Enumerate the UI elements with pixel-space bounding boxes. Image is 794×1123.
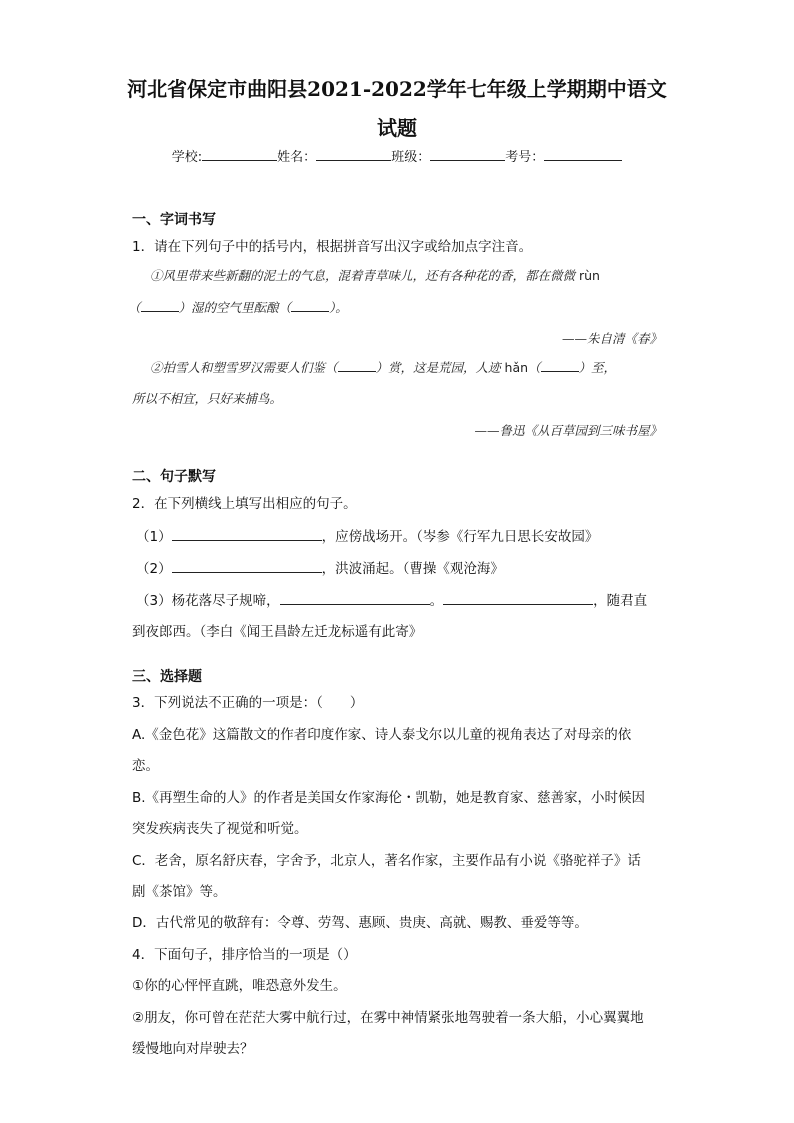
section-title-2: 二、句子默写	[132, 469, 216, 485]
question-3-stem: 3．下列说法不正确的一项是：（ ）	[132, 695, 364, 711]
student-info-line	[0, 146, 794, 165]
q2-blank-3[interactable]	[280, 590, 430, 605]
section-title-3: 三、选择题	[132, 669, 202, 685]
q1-passage-1-text-2: ）湿的空气里酝酿（	[178, 300, 292, 315]
q2-blank-2[interactable]	[172, 558, 322, 573]
q1-passage-2-text-2: ）赏，这是荒园，人迹	[375, 360, 501, 375]
q2-item-3-period: 。	[429, 593, 444, 609]
q1-paren-open: （	[128, 300, 141, 315]
q3-option-c-line2: 剧《茶馆》等。	[132, 884, 227, 900]
q3-option-c-line1: C．老舍，原名舒庆春，字舍予，北京人，著名作家，主要作品有小说《骆驼祥子》话	[132, 853, 641, 869]
q2-item-1-text: ，应傍战场开。（岑参《行军九日思长安故园》	[321, 529, 599, 545]
q1-source-1: ——朱自清《春》	[561, 331, 662, 346]
q2-line-2	[136, 557, 504, 577]
q1-blank-4[interactable]	[541, 359, 579, 372]
name-label: 姓名：	[277, 150, 317, 165]
q3-option-a-line1: A.《金色花》这篇散文的作者印度作家、诗人泰戈尔以儿童的视角表达了对母亲的依	[132, 727, 632, 743]
question-4-stem: 4．下面句子，排序恰当的一项是（）	[132, 947, 357, 963]
q1-passage-2-text: ②拍雪人和塑雪罗汉需要人们鉴（	[150, 360, 338, 375]
school-label: 学校:	[171, 150, 203, 165]
q1-blank-1[interactable]	[141, 299, 179, 312]
doc-title-line1: 河北省保定市曲阳县2021-2022学年七年级上学期期中语文	[127, 77, 667, 101]
class-label: 班级：	[391, 150, 431, 165]
doc-title-line2: 试题	[377, 116, 417, 140]
section-title-1: 一、字词书写	[132, 212, 216, 228]
q4-sentence-2-line2: 缓慢地向对岸驶去？	[132, 1041, 254, 1057]
name-blank[interactable]	[316, 159, 391, 161]
q2-line-3-continued: 到夜郎西。（李白《闻王昌龄左迁龙标遥有此寄》	[132, 624, 423, 640]
q1-pinyin-run: rùn	[579, 268, 600, 283]
class-blank[interactable]	[430, 159, 505, 161]
exam-no-blank[interactable]	[544, 159, 622, 161]
q1-paren-open-2: （	[528, 360, 541, 375]
q3-option-d: D．古代常见的敬辞有：令尊、劳驾、惠顾、贵庚、高就、赐教、垂爱等等。	[132, 915, 588, 931]
q2-blank-1[interactable]	[172, 526, 322, 541]
q3-option-a-line2: 恋。	[132, 758, 159, 774]
exam-no-label: 考号：	[505, 150, 545, 165]
q2-line-1	[136, 525, 598, 545]
q2-item-2-text: ，洪波涌起。（曹操《观沧海》	[321, 561, 504, 577]
q3-option-b-line1: B.《再塑生命的人》的作者是美国女作家海伦・凯勒，她是教育家、慈善家，小时候因	[132, 790, 646, 806]
q1-passage-2-line2: 所以不相宜，只好来捕鸟。	[132, 391, 283, 406]
q1-blank-3[interactable]	[338, 359, 376, 372]
q1-passage-1-line2	[128, 298, 348, 316]
q2-item-3-text: （3）杨花落尽子规啼，	[136, 593, 280, 609]
q1-passage-1-end: ）。	[329, 300, 348, 315]
q1-blank-2[interactable]	[291, 299, 329, 312]
q4-sentence-1: ①你的心怦怦直跳，唯恐意外发生。	[132, 978, 347, 994]
q1-source-2: ——鲁迅《从百草园到三味书屋》	[474, 423, 662, 438]
q2-item-1-number: （1）	[136, 529, 172, 545]
q1-passage-2-end: ）至，	[578, 360, 617, 375]
q1-passage-1-line1	[150, 266, 600, 284]
q2-item-3-tail: ，随君直	[593, 593, 648, 609]
q4-sentence-2-line1: ②朋友，你可曾在茫茫大雾中航行过，在雾中神情紧张地驾驶着一条大船，小心翼翼地	[132, 1010, 644, 1026]
school-blank[interactable]	[202, 159, 277, 161]
q1-pinyin-han: hǎn	[504, 360, 529, 375]
q2-item-2-number: （2）	[136, 561, 172, 577]
q1-passage-1-text: ①风里带来些新翻的泥土的气息，混着青草味儿，还有各种花的香，都在微微	[150, 268, 576, 283]
q1-passage-2-line1	[150, 358, 616, 376]
question-1-stem: 1．请在下列句子中的括号内，根据拼音写出汉字或给加点字注音。	[132, 239, 533, 255]
q3-option-b-line2: 突发疾病丧失了视觉和听觉。	[132, 821, 308, 837]
question-2-stem: 2．在下列横线上填写出相应的句子。	[132, 496, 357, 512]
q2-line-3	[136, 589, 647, 609]
q2-blank-4[interactable]	[443, 590, 593, 605]
